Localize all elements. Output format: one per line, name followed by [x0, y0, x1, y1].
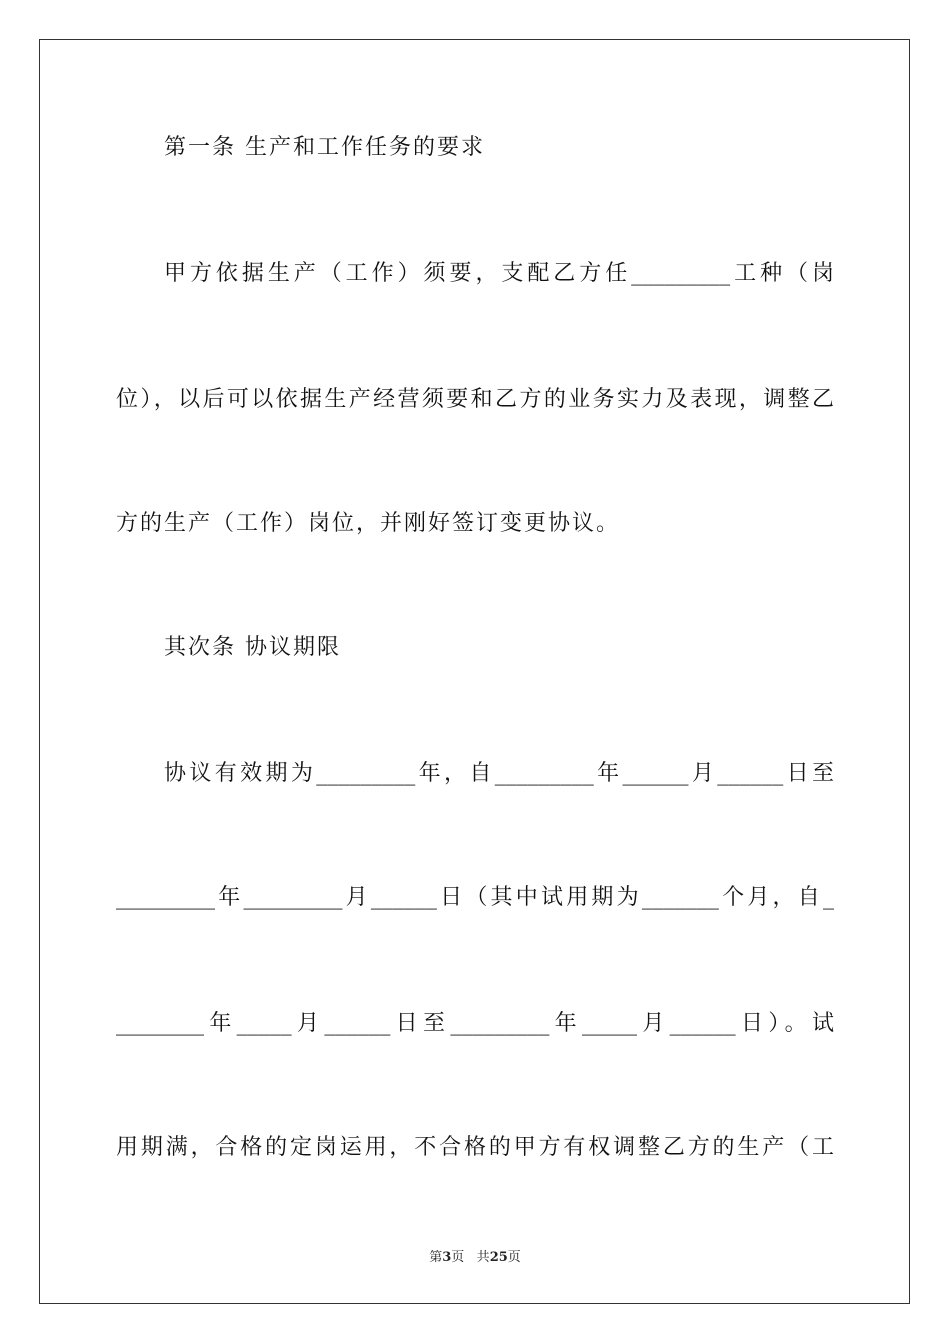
total-label-suffix: 页 [507, 1250, 521, 1265]
heading-article-1: 第一条 生产和工作任务的要求 [164, 135, 485, 160]
paragraph-line-7: 用期满，合格的定岗运用，不合格的甲方有权调整乙方的生产（工 [116, 1135, 834, 1160]
page-border [39, 39, 910, 1304]
page-label-prefix: 第 [429, 1250, 443, 1265]
total-pages-number: 25 [489, 1250, 508, 1265]
paragraph-line-1: 甲方依据生产（工作）须要，支配乙方任_________工种（岗 [164, 261, 834, 286]
paragraph-line-4: 协议有效期为_________年，自_________年______月______日至 [164, 761, 834, 786]
paragraph-line-3: 方的生产（工作）岗位，并刚好签订变更协议。 [116, 511, 621, 536]
paragraph-line-6: ________年_____月______日至_________年_____月______日）。试 [116, 1011, 834, 1036]
page-footer [0, 1246, 950, 1265]
total-label-prefix: 共 [476, 1250, 490, 1265]
paragraph-line-5: _________年_________月______日（其中试用期为_______个月，自_ [116, 885, 834, 910]
page-label-suffix: 页 [451, 1250, 465, 1265]
current-page-number: 3 [442, 1250, 452, 1265]
paragraph-line-2: 位），以后可以依据生产经营须要和乙方的业务实力及表现，调整乙 [116, 387, 834, 412]
heading-article-2: 其次条 协议期限 [164, 635, 341, 660]
